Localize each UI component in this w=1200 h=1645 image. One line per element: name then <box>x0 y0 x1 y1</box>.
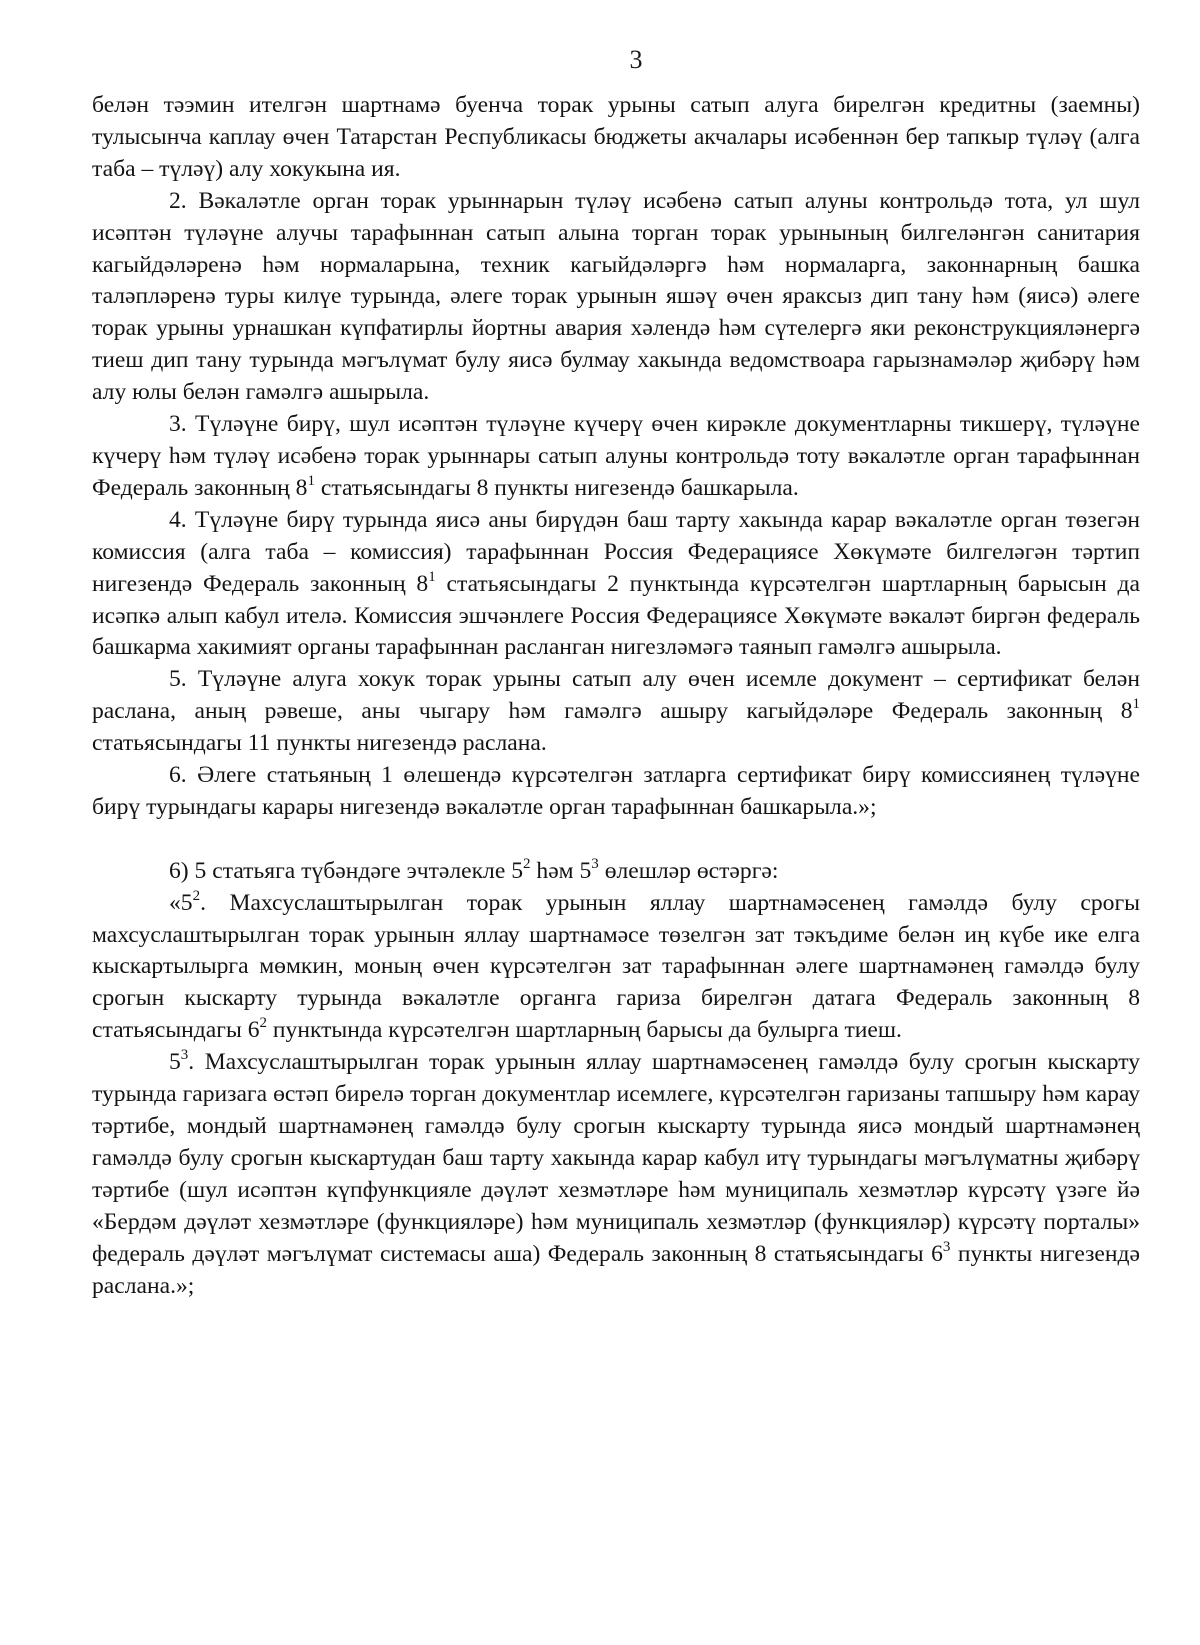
document-body <box>92 90 1140 1302</box>
paragraph-text: . Махсуслаштырылган торак урынын яллау шартнамәсенең гамәлдә булу срогын кыскарту турында гаризага өстәп бирелә торган документлар исемлеге, күрсәтелгән гаризаны тапшыру һәм карау тәртибе, мондый шартнамәнең гамәлдә булу срогын кыскарту турында яисә мондый шартнамәнең гамәлдә булу срогын кыскартудан баш тарту хакында карар кабул итү турындагы мәгълүматны җибәрү тәртибе (шул исәптән күпфункцияле дәүләт хезмәтләре һәм муниципаль хезмәтләр күрсәтү үзәге йә «Бердәм дәүләт хезмәтләре (функцияләре) һәм муниципаль хезмәтләр (функцияләр) күрсәтү порталы» федераль дәүләт мәгълүмат системасы аша) Федераль законның 8 статьясындагы 6 <box>92 1049 1140 1267</box>
paragraph-text: «5 <box>169 889 193 916</box>
paragraph-subpoint-6 <box>92 856 1140 888</box>
paragraph-item-4 <box>92 505 1140 665</box>
paragraph-text: статьясындагы 8 пункты нигезендә башкарыла. <box>314 474 799 501</box>
paragraph-text: 5 <box>169 1049 181 1076</box>
paragraph-text: өлешләр өстәргә: <box>598 857 779 884</box>
paragraph-text: 4. Түләүне бирү турында яисә аны бирүдән баш тарту хакында карар вәкаләтле орган төзегән комиссия (алга таба – комиссия) тарафыннан Россия Федерациясе Хөкүмәте билгеләгән тәртип нигезендә Федераль законның 8 <box>92 506 1140 597</box>
paragraph-part-5-2 <box>92 888 1140 1048</box>
superscript: 2 <box>259 1015 268 1032</box>
paragraph-text: 2. Вәкаләтле орган торак урыннарын түләү исәбенә сатып алуны контрольдә тота, ул шул исәптән түләүне алучы тарафыннан сатып алына торган торак урынының билгеләнгән санитария кагыйдәләренә һәм нормаларына, техник кагыйдәләргә һәм нормаларга, законнарның башка таләпләренә туры килүе турында, әлеге торак урынын яшәү өчен яраксыз дип тану һәм (яисә) әлеге торак урыны урнашкан күпфатирлы йортны авария хәлендә һәм сүтелергә яки реконструкцияләнергә тиеш дип тану турында мәгълүмат булу яисә булмау хакында ведомствоара гарызнамәләр җибәрү һәм алу юлы белән гамәлгә ашырыла. <box>92 187 1140 406</box>
paragraph-part-5-3 <box>92 1047 1140 1302</box>
superscript: 3 <box>942 1238 951 1255</box>
superscript: 1 <box>1132 696 1140 713</box>
paragraph-text: 3. Түләүне бирү, шул исәптән түләүне күчерү өчен кирәкле документларны тикшерү, түләүне күчерү һәм түләү исәбенә торак урыннары сатып алуны контрольдә тоту вәкаләтле орган тарафыннан Федераль законның 8 <box>92 411 1140 501</box>
superscript: 2 <box>523 855 531 872</box>
paragraph-text: белән тәэмин ителгән шартнамә буенча торак урыны сатып алуга бирелгән кредитны (заемны) тулысынча каплау өчен Татарстан Республикасы бюджеты акчалары исәбеннән бер тапкыр түләү (алга таба – түләү) алу хокукына ия. <box>92 92 1140 182</box>
paragraph-text: һәм 5 <box>530 857 592 884</box>
paragraph-text: пункты нигезендә раслана.»; <box>92 1240 1140 1299</box>
paragraph-item-5 <box>92 664 1140 760</box>
superscript: 1 <box>307 472 315 489</box>
paragraph-text: статьясындагы 2 пунктында күрсәтелгән шартларның барысын да исәпкә алып кабул ителә. Комиссия эшчәнлеге Россия Федерациясе Хөкүмәте вәкаләт биргән федераль башкарма хакимият органы тарафыннан расланган нигезләмәгә таянып гамәлгә ашырыла. <box>92 570 1141 661</box>
paragraph-text: 5. Түләүне алуга хокук торак урыны сатып алу өчен исемле документ – сертификат белән раслана, аның рәвеше, аны чыгару һәм гамәлгә ашыру кагыйдәләре Федераль законның 8 <box>92 666 1140 725</box>
paragraph-text: статьясындагы 11 пункты нигезендә раслана. <box>92 730 547 757</box>
paragraph-text: . Махсуслаштырылган торак урынын яллау шартнамәсенең гамәлдә булу срогы махсуслаштырылган торак урынын яллау шартнамәсе төзелгән зат тәкъдиме белән иң күбе ике елга кыскартылырга мөмкин, моның өчен күрсәтелгән зат тарафыннан әлеге шартнамәнең гамәлдә булу срогын кыскарту турында вәкаләтле органга гариза бирелгән датага Федераль законның 8 статьясындагы 6 <box>92 889 1140 1044</box>
paragraph-text: 6) 5 статьяга түбәндәге эчтәлекле 5 <box>169 857 523 884</box>
paragraph-text: пунктында күрсәтелгән шартларның барысы да булырга тиеш. <box>267 1017 902 1044</box>
superscript: 1 <box>428 568 436 585</box>
paragraph-item-3 <box>92 409 1140 505</box>
paragraph-continuation <box>92 90 1140 186</box>
superscript: 3 <box>180 1047 189 1064</box>
paragraph-item-6 <box>92 760 1140 824</box>
superscript: 2 <box>192 887 201 904</box>
superscript: 3 <box>591 855 599 872</box>
paragraph-text: 6. Әлеге статьяның 1 өлешендә күрсәтелгән затларга сертификат бирү комиссиянең түләүне бирү турындагы карары нигезендә вәкаләтле орган тарафыннан башкарыла.»; <box>92 762 1140 820</box>
page-number: 3 <box>629 45 643 74</box>
paragraph-item-2 <box>92 186 1140 409</box>
